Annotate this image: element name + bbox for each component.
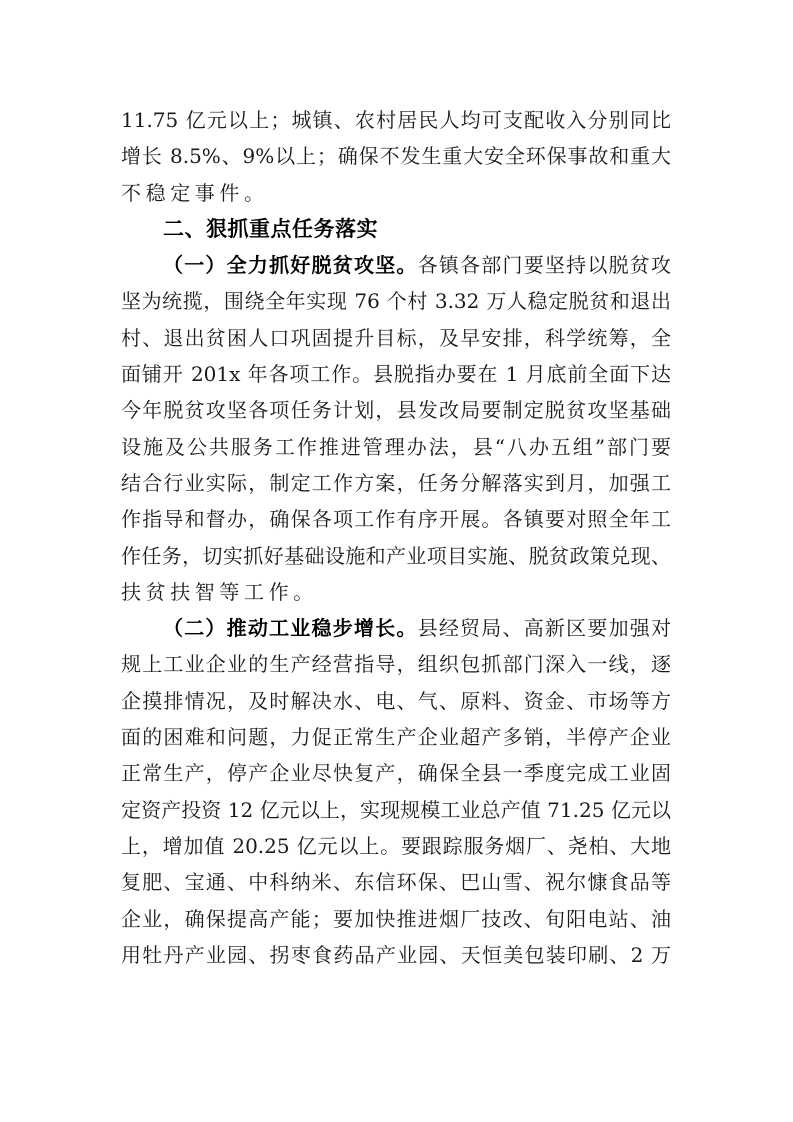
body-line: 定资产投资 12 亿元以上，实现规模工业总产值 71.25 亿元以 [121, 797, 671, 822]
body-line: 上，增加值 20.25 亿元以上。要跟踪服务烟厂、尧柏、大地 [121, 833, 671, 858]
body-line: 面的困难和问题，力促正常生产企业超产多销，半停产企业 [121, 725, 671, 750]
body-line: 不稳定事件。 [121, 180, 269, 205]
subsection-title: （二）推动工业稳步增长。 [163, 616, 418, 641]
body-text: 县经贸局、高新区要加强对 [417, 616, 671, 641]
body-line: 11.75 亿元以上；城镇、农村居民人均可支配收入分别同比 [121, 108, 671, 132]
body-line: 正常生产，停产企业尽快复产，确保全县一季度完成工业固 [121, 761, 671, 786]
body-line: 增长 8.5%、9%以上；确保不发生重大安全环保事故和重大 [121, 144, 671, 169]
body-line: 复肥、宝通、中科纳米、东信环保、巴山雪、祝尔慷食品等 [121, 870, 671, 895]
body-line: 结合行业实际，制定工作方案，任务分解落实到月，加强工 [121, 470, 671, 495]
body-line: 村、退出贫困人口巩固提升目标，及早安排，科学统筹，全 [121, 325, 671, 350]
body-line: 面铺开 201x 年各项工作。县脱指办要在 1 月底前全面下达 [121, 362, 671, 387]
body-line: 扶贫扶智等工作。 [121, 579, 318, 604]
document-body [121, 102, 671, 973]
subsection-first-line [121, 610, 671, 646]
body-line: 作指导和督办，确保各项工作有序开展。各镇要对照全年工 [121, 507, 671, 532]
body-line: 坚为统揽，围绕全年实现 76 个村 3.32 万人稳定脱贫和退出 [121, 289, 671, 314]
body-line: 企业，确保提高产能；要加快推进烟厂技改、旬阳电站、油 [121, 906, 671, 931]
subsection-title: （一）全力抓好脱贫攻坚。 [163, 253, 418, 278]
body-line: 规上工业企业的生产经营指导，组织包抓部门深入一线，逐 [121, 652, 671, 677]
body-text: 各镇各部门要坚持以脱贫攻 [417, 253, 671, 278]
body-line: 企摸排情况，及时解决水、电、气、原料、资金、市场等方 [121, 688, 671, 713]
body-line: 今年脱贫攻坚各项任务计划，县发改局要制定脱贫攻坚基础 [121, 398, 671, 423]
subsection-first-line [121, 247, 671, 283]
body-line: 用牡丹产业园、拐枣食药品产业园、天恒美包装印刷、2 万 [121, 942, 671, 967]
body-line: 作任务，切实抓好基础设施和产业项目实施、脱贫政策兑现、 [121, 543, 671, 568]
section-heading: 二、狠抓重点任务落实 [163, 216, 378, 241]
body-line: 设施及公共服务工作推进管理办法，县“八办五组”部门要 [121, 434, 671, 459]
